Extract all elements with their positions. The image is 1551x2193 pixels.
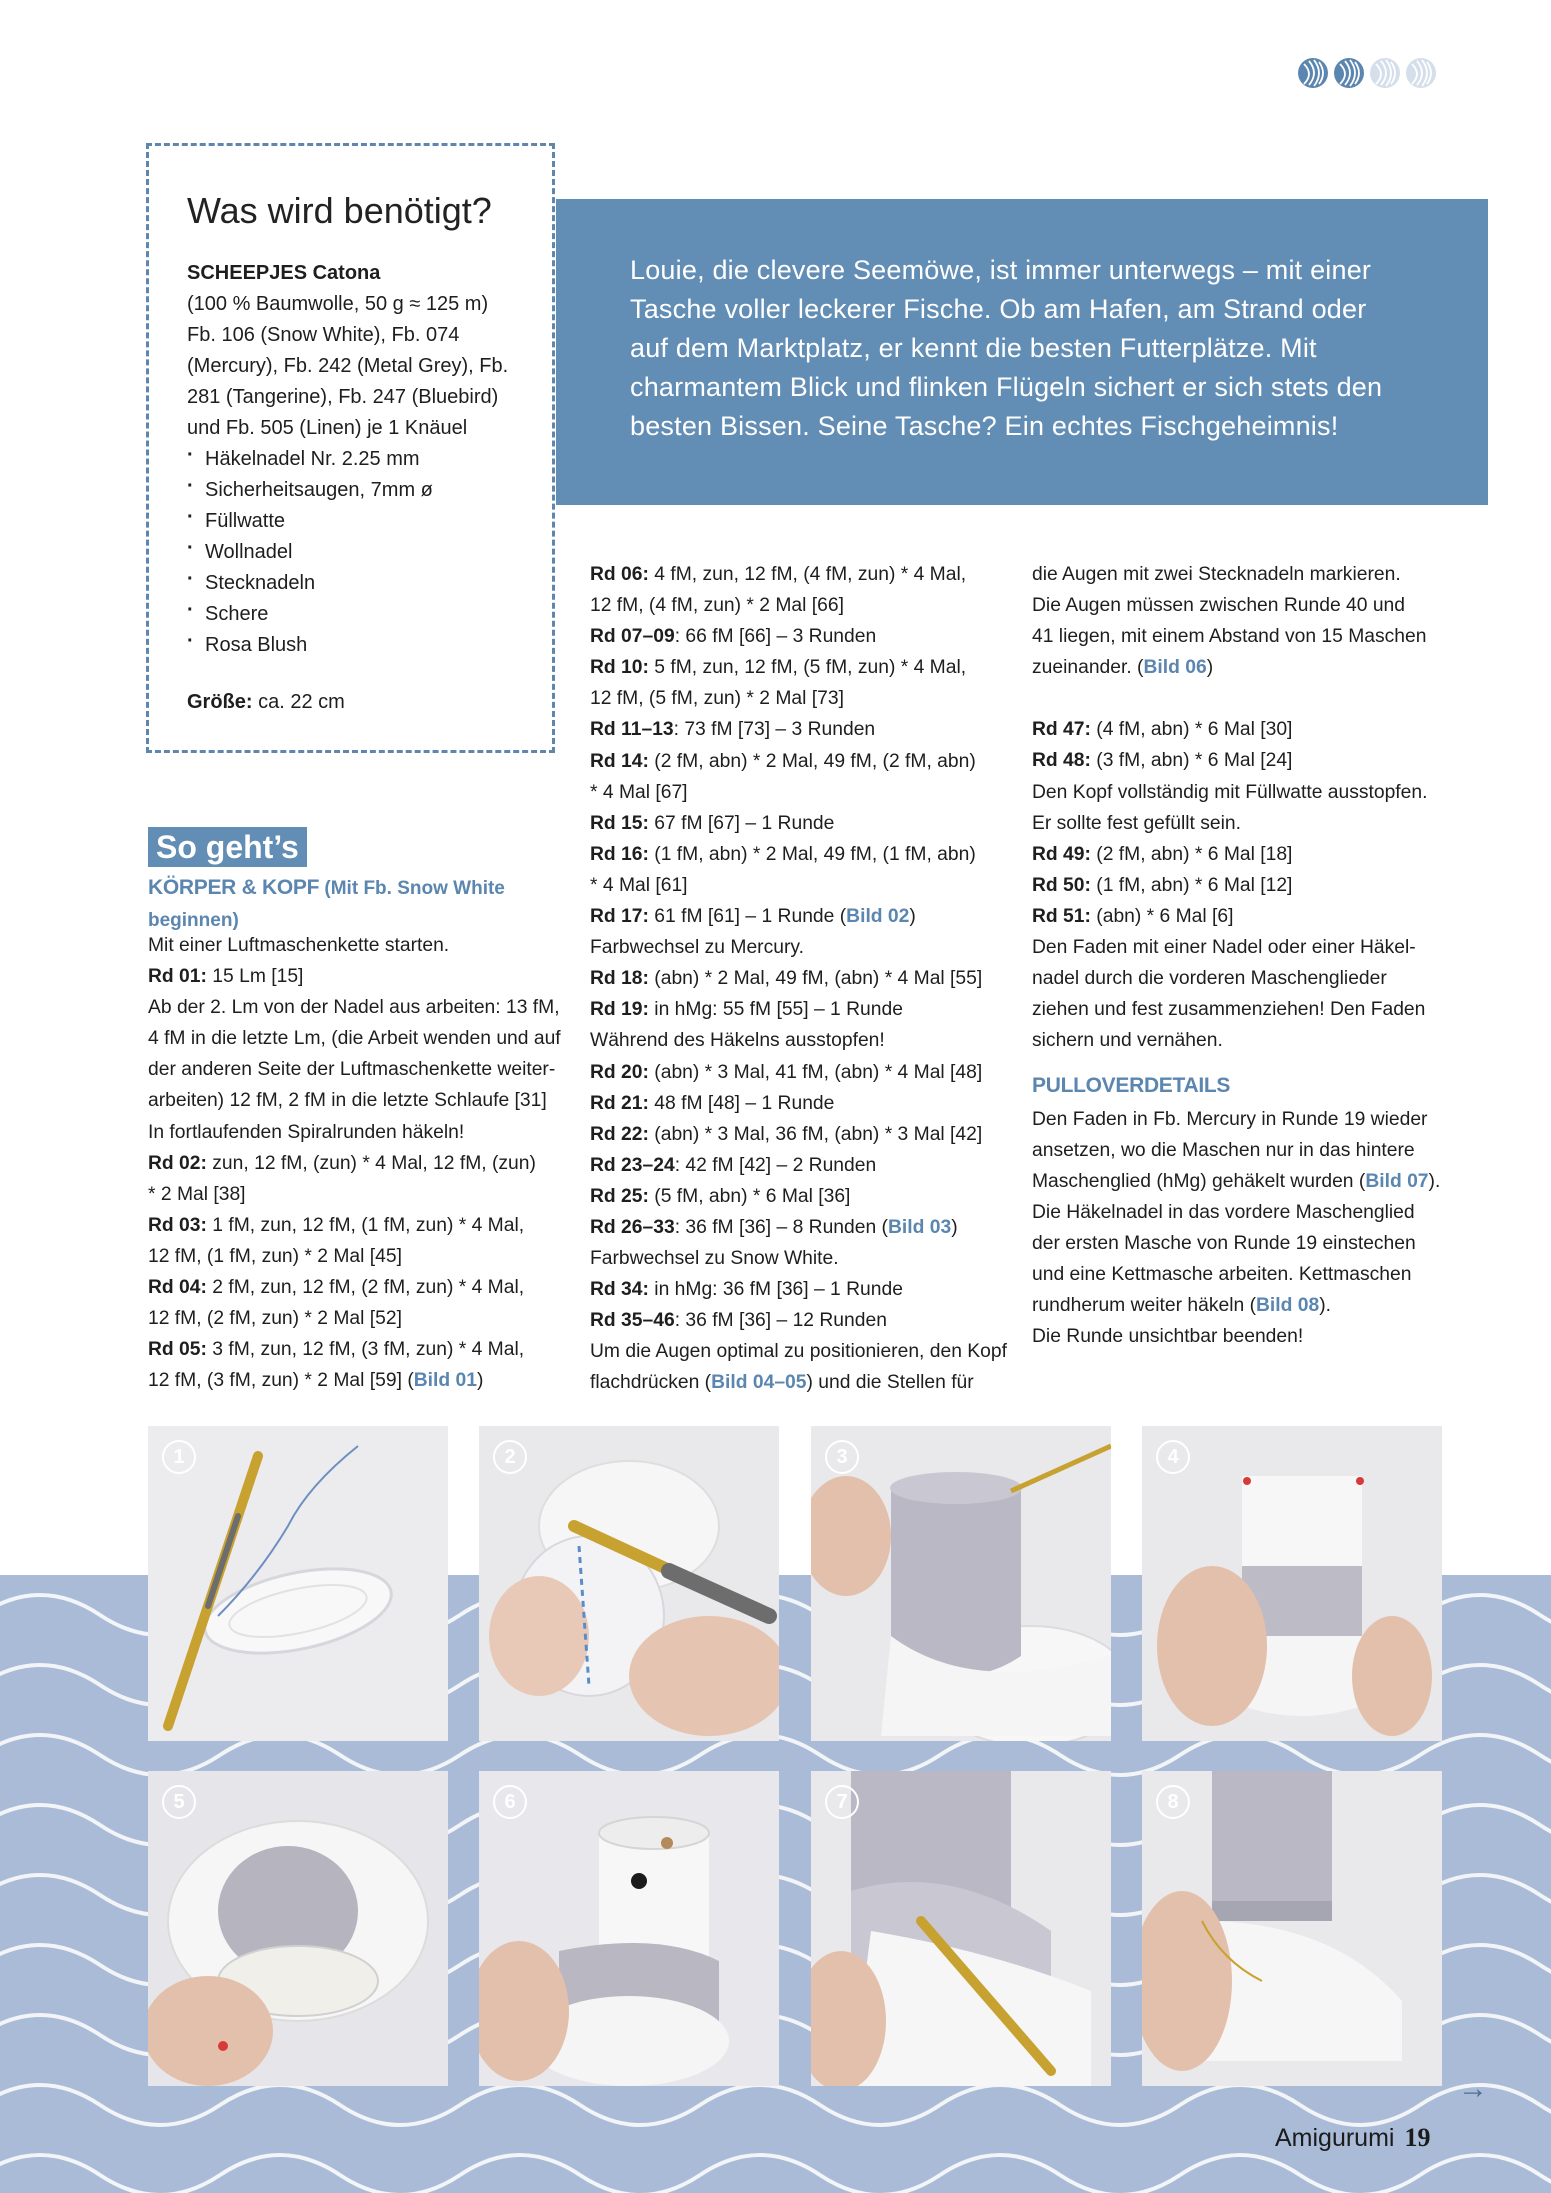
instruction-line bbox=[148, 1365, 558, 1396]
instruction-line bbox=[1032, 1104, 1452, 1135]
instruction-text: Den Kopf vollständig mit Füllwatte ausstopfen. bbox=[1032, 781, 1428, 803]
instruction-line bbox=[590, 1181, 1010, 1212]
materials-title: Was wird benötigt? bbox=[187, 190, 492, 231]
round-label: Rd 22: bbox=[590, 1123, 649, 1145]
round-label: Rd 16: bbox=[590, 843, 649, 865]
yarn-line: (100 % Baumwolle, 50 g ≈ 125 m) bbox=[187, 293, 489, 315]
instruction-line bbox=[1032, 1259, 1452, 1290]
instruction-text: ). bbox=[1428, 1170, 1441, 1192]
instruction-line bbox=[1032, 1135, 1452, 1166]
photo-8 bbox=[1142, 1771, 1442, 2086]
photo-number-badge: 1 bbox=[162, 1440, 196, 1474]
instruction-line bbox=[590, 1119, 1010, 1150]
instruction-text: rundherum weiter häkeln ( bbox=[1032, 1295, 1256, 1317]
instruction-text: die Augen mit zwei Stecknadeln markieren. bbox=[1032, 564, 1401, 585]
instruction-text: 4 fM in die letzte Lm, (die Arbeit wenden und auf bbox=[148, 1028, 561, 1050]
instruction-line bbox=[590, 1274, 1010, 1305]
round-label: Rd 11–13 bbox=[590, 719, 674, 741]
size-label: Größe: bbox=[187, 691, 253, 713]
instruction-line bbox=[1032, 1166, 1452, 1197]
intro-line: Tasche voller leckerer Fische. Ob am Hafen, am Strand oder bbox=[630, 294, 1367, 324]
photo-1-image bbox=[148, 1426, 448, 1741]
instruction-text: (2 fM, abn) * 6 Mal [18] bbox=[1090, 843, 1293, 865]
instruction-text: 15 Lm [15] bbox=[206, 966, 304, 988]
instruction-text: ) bbox=[909, 906, 916, 928]
instruction-text: 4 fM, zun, 12 fM, (4 fM, zun) * 4 Mal, bbox=[648, 564, 967, 585]
instructions-column-2 bbox=[590, 559, 1010, 1399]
instruction-text: ziehen und fest zusammenziehen! Den Faden bbox=[1032, 999, 1426, 1021]
instruction-text: (2 fM, abn) * 2 Mal, 49 fM, (2 fM, abn) bbox=[648, 750, 976, 772]
instruction-text: (1 fM, abn) * 2 Mal, 49 fM, (1 fM, abn) bbox=[648, 843, 976, 865]
round-label: Rd 04: bbox=[148, 1277, 207, 1299]
instruction-text: : 73 fM [73] – 3 Runden bbox=[673, 719, 876, 741]
photo-reference-link[interactable]: Bild 01 bbox=[413, 1370, 477, 1392]
photo-1 bbox=[148, 1426, 448, 1741]
photo-4-image bbox=[1142, 1426, 1442, 1741]
photo-reference-link[interactable]: Bild 07 bbox=[1365, 1170, 1429, 1192]
instruction-text: nadel durch die vorderen Maschenglieder bbox=[1032, 968, 1387, 990]
instruction-text: Die Häkelnadel in das vordere Maschenglied bbox=[1032, 1201, 1415, 1223]
instruction-text: (5 fM, abn) * 6 Mal [36] bbox=[648, 1185, 851, 1207]
photo-7-image bbox=[811, 1771, 1111, 2086]
photo-number-badge: 2 bbox=[493, 1440, 527, 1474]
round-label: Rd 47: bbox=[1032, 719, 1091, 741]
instruction-line bbox=[590, 994, 1010, 1025]
photo-number-badge: 4 bbox=[1156, 1440, 1190, 1474]
instruction-line bbox=[1032, 559, 1452, 590]
photo-8-image bbox=[1142, 1771, 1442, 2086]
round-label: Rd 35–46 bbox=[590, 1310, 675, 1332]
instruction-text: 12 fM, (2 fM, zun) * 2 Mal [52] bbox=[148, 1308, 402, 1330]
instruction-text: (4 fM, abn) * 6 Mal [30] bbox=[1090, 719, 1293, 741]
instruction-text: der anderen Seite der Luftmaschenkette weiter- bbox=[148, 1059, 556, 1081]
photo-6-image bbox=[479, 1771, 779, 2086]
instruction-text: 1 fM, zun, 12 fM, (1 fM, zun) * 4 Mal, bbox=[206, 1214, 525, 1236]
photo-6 bbox=[479, 1771, 779, 2086]
instruction-text: sichern und vernähen. bbox=[1032, 1030, 1223, 1052]
round-label: Rd 01: bbox=[148, 966, 207, 988]
instruction-text: : 42 fM [42] – 2 Runden bbox=[674, 1154, 877, 1176]
instruction-line bbox=[1032, 714, 1452, 745]
instruction-text: Den Faden mit einer Nadel oder einer Häkel- bbox=[1032, 937, 1416, 959]
instruction-line bbox=[148, 1085, 558, 1116]
instruction-line bbox=[1032, 963, 1452, 994]
instruction-line bbox=[148, 1272, 558, 1303]
instruction-line bbox=[148, 1023, 561, 1054]
instruction-line bbox=[148, 1210, 558, 1241]
instruction-text: 41 liegen, mit einem Abstand von 15 Maschen bbox=[1032, 626, 1427, 648]
round-label: Rd 15: bbox=[590, 812, 649, 834]
instruction-text: 12 fM, (5 fM, zun) * 2 Mal [73] bbox=[590, 688, 844, 710]
instruction-text: Er sollte fest gefüllt sein. bbox=[1032, 812, 1241, 834]
instruction-text: (abn) * 6 Mal [6] bbox=[1090, 905, 1234, 927]
yarn-ball-icon bbox=[1368, 56, 1402, 90]
materials-box bbox=[146, 143, 555, 753]
photo-reference-link[interactable]: Bild 03 bbox=[887, 1216, 952, 1238]
instruction-line bbox=[1032, 1197, 1452, 1228]
instruction-text: Maschenglied (hMg) gehäkelt wurden ( bbox=[1032, 1170, 1366, 1192]
round-label: Rd 25: bbox=[590, 1185, 649, 1207]
section-title: So geht’s bbox=[148, 827, 307, 867]
instruction-text: 5 fM, zun, 12 fM, (5 fM, zun) * 4 Mal, bbox=[648, 657, 967, 679]
instruction-text: Ab der 2. Lm von der Nadel aus arbeiten: 13 fM, bbox=[148, 997, 560, 1019]
round-label: Rd 50: bbox=[1032, 874, 1091, 896]
materials-list bbox=[187, 258, 527, 718]
instruction-text: : 36 fM [36] – 8 Runden ( bbox=[674, 1216, 888, 1238]
instruction-text: : 66 fM [66] – 3 Runden bbox=[674, 626, 877, 648]
instruction-text: Die Runde unsichtbar beenden! bbox=[1032, 1326, 1304, 1348]
instruction-text: ). bbox=[1319, 1295, 1332, 1317]
instruction-text: in hMg: 36 fM [36] – 1 Runde bbox=[648, 1279, 903, 1301]
instruction-text: ) bbox=[951, 1216, 958, 1238]
yarn-ball-icon bbox=[1332, 56, 1366, 90]
material-item: · Schere bbox=[187, 599, 527, 630]
instruction-text: 12 fM, (3 fM, zun) * 2 Mal [59] ( bbox=[148, 1370, 414, 1392]
photo-3-image bbox=[811, 1426, 1111, 1741]
round-label: Rd 23–24 bbox=[590, 1154, 675, 1176]
instruction-line bbox=[590, 1243, 1010, 1274]
instruction-line bbox=[590, 808, 1010, 839]
instruction-text: : 36 fM [36] – 12 Runden bbox=[674, 1310, 887, 1332]
instruction-line bbox=[590, 1305, 1010, 1336]
instruction-text: 67 fM [67] – 1 Runde bbox=[648, 812, 835, 834]
round-label: Rd 10: bbox=[590, 657, 649, 679]
yarn-line: und Fb. 505 (Linen) je 1 Knäuel bbox=[187, 417, 468, 439]
instruction-text: * 2 Mal [38] bbox=[148, 1183, 246, 1205]
instruction-line bbox=[148, 1334, 558, 1365]
yarn-line: 281 (Tangerine), Fb. 247 (Bluebird) bbox=[187, 386, 499, 408]
round-label: Rd 17: bbox=[590, 906, 649, 928]
instruction-line bbox=[148, 1241, 558, 1272]
instruction-text: * 4 Mal [67] bbox=[590, 781, 688, 803]
photo-number-badge: 5 bbox=[162, 1785, 196, 1819]
instruction-text: 61 fM [61] – 1 Runde ( bbox=[648, 906, 847, 928]
instruction-text: 3 fM, zun, 12 fM, (3 fM, zun) * 4 Mal, bbox=[206, 1339, 525, 1361]
instruction-line bbox=[148, 1117, 558, 1148]
heading-main: KÖRPER & KOPF bbox=[148, 876, 320, 899]
instruction-line bbox=[1032, 932, 1452, 963]
round-label: Rd 34: bbox=[590, 1279, 649, 1301]
instruction-text: (1 fM, abn) * 6 Mal [12] bbox=[1090, 874, 1293, 896]
round-label: Rd 48: bbox=[1032, 750, 1091, 772]
instruction-text: ) bbox=[476, 1370, 484, 1392]
photo-reference-link[interactable]: Bild 06 bbox=[1143, 657, 1207, 679]
yarn-name: SCHEEPJES Catona bbox=[187, 262, 381, 284]
instruction-text: 12 fM, (1 fM, zun) * 2 Mal [45] bbox=[148, 1245, 402, 1267]
material-item: · Wollnadel bbox=[187, 537, 527, 568]
intro-line: besten Bissen. Seine Tasche? Ein echtes Fischgeheimnis! bbox=[630, 411, 1339, 441]
material-item: · Häkelnadel Nr. 2.25 mm bbox=[187, 444, 527, 475]
instruction-text: ) und die Stellen für bbox=[806, 1372, 974, 1394]
heading-note: beginnen) bbox=[148, 910, 239, 931]
material-item: · Sicherheitsaugen, 7mm ø bbox=[187, 475, 527, 506]
round-label: Rd 19: bbox=[590, 999, 649, 1021]
instruction-line bbox=[1032, 808, 1452, 839]
instruction-line bbox=[590, 590, 1010, 621]
instructions-column-1 bbox=[148, 930, 561, 1396]
size-value: ca. 22 cm bbox=[252, 691, 345, 713]
instruction-line bbox=[1032, 1321, 1452, 1352]
photo-reference-link[interactable]: Bild 04–05 bbox=[711, 1372, 807, 1394]
round-label: Rd 07–09 bbox=[590, 626, 675, 648]
material-item: · Rosa Blush bbox=[187, 630, 527, 661]
instruction-line bbox=[590, 1367, 1010, 1398]
page-number: 19 bbox=[1404, 2123, 1431, 2152]
instruction-text: flachdrücken ( bbox=[590, 1372, 712, 1394]
instruction-line bbox=[1032, 745, 1452, 776]
instruction-line bbox=[148, 1179, 558, 1210]
instruction-line bbox=[1032, 901, 1452, 932]
instruction-line bbox=[1032, 839, 1452, 870]
instruction-line bbox=[590, 714, 1010, 745]
photo-5-image bbox=[148, 1771, 448, 2086]
instruction-line bbox=[1032, 777, 1452, 808]
instruction-line bbox=[1032, 1228, 1452, 1259]
instruction-line bbox=[590, 621, 1010, 652]
pullover-text bbox=[1032, 1104, 1452, 1353]
material-item: · Füllwatte bbox=[187, 506, 527, 537]
photo-5 bbox=[148, 1771, 448, 2086]
instruction-line bbox=[590, 839, 1010, 870]
round-label: Rd 03: bbox=[148, 1214, 207, 1236]
instruction-text: ansetzen, wo die Maschen nur in das hintere bbox=[1032, 1139, 1415, 1161]
instruction-line bbox=[590, 1212, 1010, 1243]
photo-number-badge: 3 bbox=[825, 1440, 859, 1474]
instruction-line bbox=[1032, 994, 1452, 1025]
instruction-line bbox=[148, 930, 558, 961]
pullover-heading: PULLOVERDETAILS bbox=[1032, 1074, 1231, 1098]
instruction-text: 2 fM, zun, 12 fM, (2 fM, zun) * 4 Mal, bbox=[206, 1277, 525, 1299]
instruction-line bbox=[1032, 590, 1452, 621]
instruction-text: (3 fM, abn) * 6 Mal [24] bbox=[1090, 750, 1293, 772]
instruction-text: In fortlaufenden Spiralrunden häkeln! bbox=[148, 1121, 465, 1143]
photo-number-badge: 6 bbox=[493, 1785, 527, 1819]
photo-2-image bbox=[479, 1426, 779, 1741]
instruction-line bbox=[590, 683, 1010, 714]
photo-3 bbox=[811, 1426, 1111, 1741]
instruction-text: (abn) * 3 Mal, 36 fM, (abn) * 3 Mal [42] bbox=[648, 1123, 983, 1145]
instruction-line bbox=[590, 1150, 1010, 1181]
round-label: Rd 21: bbox=[590, 1092, 649, 1114]
material-item: · Stecknadeln bbox=[187, 568, 527, 599]
instruction-line bbox=[590, 652, 1010, 683]
body-head-heading bbox=[148, 872, 568, 937]
instruction-line bbox=[148, 992, 558, 1023]
intro-line: charmantem Blick und flinken Flügeln sichert er sich stets den bbox=[630, 372, 1383, 402]
size-line bbox=[187, 687, 527, 718]
page-footer bbox=[1275, 2123, 1430, 2153]
instruction-line bbox=[148, 1148, 558, 1179]
instruction-line bbox=[1032, 652, 1452, 683]
instruction-text: (abn) * 3 Mal, 41 fM, (abn) * 4 Mal [48] bbox=[648, 1061, 983, 1083]
instruction-text: 48 fM [48] – 1 Runde bbox=[648, 1092, 835, 1114]
instruction-line bbox=[590, 1025, 1010, 1056]
head-finishing-text bbox=[1032, 714, 1452, 1056]
instruction-line bbox=[590, 777, 1010, 808]
intro-text bbox=[630, 251, 1450, 446]
round-label: Rd 26–33 bbox=[590, 1216, 675, 1238]
round-label: Rd 05: bbox=[148, 1339, 207, 1361]
instruction-text: 12 fM, (4 fM, zun) * 2 Mal [66] bbox=[590, 595, 844, 617]
instruction-text: Während des Häkelns ausstopfen! bbox=[590, 1030, 885, 1052]
instruction-text: (abn) * 2 Mal, 49 fM, (abn) * 4 Mal [55] bbox=[648, 968, 983, 990]
heading-note: (Mit Fb. Snow White bbox=[319, 878, 505, 899]
intro-line: Louie, die clevere Seemöwe, ist immer unterwegs – mit einer bbox=[630, 255, 1372, 285]
instruction-line bbox=[148, 1054, 558, 1085]
instruction-text: Um die Augen optimal zu positionieren, den Kopf bbox=[590, 1341, 1007, 1363]
intro-line: auf dem Marktplatz, er kennt die besten Futterplätze. Mit bbox=[630, 333, 1317, 363]
intro-banner bbox=[556, 199, 1488, 505]
photo-number-badge: 8 bbox=[1156, 1785, 1190, 1819]
instruction-line bbox=[590, 932, 1010, 963]
instruction-line bbox=[1032, 1025, 1452, 1056]
photo-reference-link[interactable]: Bild 08 bbox=[1256, 1295, 1320, 1317]
instructions-column-3 bbox=[1032, 559, 1452, 1352]
instruction-text: zueinander. ( bbox=[1032, 657, 1144, 679]
yarn-ball-icon bbox=[1296, 56, 1330, 90]
round-label: Rd 06: bbox=[590, 564, 649, 585]
eye-placement-text bbox=[1032, 559, 1452, 683]
instruction-line bbox=[1032, 1290, 1452, 1321]
photo-4 bbox=[1142, 1426, 1442, 1741]
photo-reference-link[interactable]: Bild 02 bbox=[846, 906, 910, 928]
instruction-text: ) bbox=[1206, 657, 1214, 679]
next-page-arrow-icon: → bbox=[1458, 2072, 1488, 2105]
instruction-line bbox=[590, 1088, 1010, 1119]
instruction-line bbox=[148, 961, 558, 992]
instruction-text: * 4 Mal [61] bbox=[590, 874, 688, 896]
magazine-name: Amigurumi bbox=[1275, 2124, 1395, 2152]
instruction-line bbox=[590, 746, 1010, 777]
instruction-text: Mit einer Luftmaschenkette starten. bbox=[148, 935, 450, 956]
instruction-line bbox=[1032, 870, 1452, 901]
yarn-ball-icon bbox=[1404, 56, 1438, 90]
instruction-line bbox=[590, 1057, 1010, 1088]
round-label: Rd 18: bbox=[590, 968, 649, 990]
instruction-line bbox=[590, 1336, 1010, 1367]
photo-number-badge: 7 bbox=[825, 1785, 859, 1819]
round-label: Rd 02: bbox=[148, 1152, 207, 1174]
instruction-text: Farbwechsel zu Snow White. bbox=[590, 1248, 839, 1270]
round-label: Rd 14: bbox=[590, 750, 649, 772]
instruction-line bbox=[590, 901, 1010, 932]
yarn-line: Fb. 106 (Snow White), Fb. 074 bbox=[187, 324, 460, 346]
instruction-line bbox=[590, 559, 1010, 590]
round-label: Rd 20: bbox=[590, 1061, 649, 1083]
instruction-text: Den Faden in Fb. Mercury in Runde 19 wieder bbox=[1032, 1108, 1428, 1130]
round-label: Rd 51: bbox=[1032, 905, 1091, 927]
yarn-ball-icons bbox=[1296, 56, 1444, 92]
instruction-text: zun, 12 fM, (zun) * 4 Mal, 12 fM, (zun) bbox=[206, 1152, 536, 1174]
instruction-text: Farbwechsel zu Mercury. bbox=[590, 937, 804, 959]
instruction-line bbox=[590, 963, 1010, 994]
instruction-text: arbeiten) 12 fM, 2 fM in die letzte Schlaufe [31] bbox=[148, 1090, 547, 1112]
round-label: Rd 49: bbox=[1032, 843, 1091, 865]
photo-7 bbox=[811, 1771, 1111, 2086]
instruction-line bbox=[1032, 621, 1452, 652]
instruction-text: in hMg: 55 fM [55] – 1 Runde bbox=[648, 999, 903, 1021]
photo-2 bbox=[479, 1426, 779, 1741]
instruction-text: und eine Kettmasche arbeiten. Kettmaschen bbox=[1032, 1263, 1412, 1285]
yarn-line: (Mercury), Fb. 242 (Metal Grey), Fb. bbox=[187, 355, 509, 377]
instruction-text: Die Augen müssen zwischen Runde 40 und bbox=[1032, 595, 1406, 617]
instruction-text: der ersten Masche von Runde 19 einstechen bbox=[1032, 1232, 1416, 1254]
instruction-line bbox=[148, 1303, 558, 1334]
instruction-line bbox=[590, 870, 1010, 901]
